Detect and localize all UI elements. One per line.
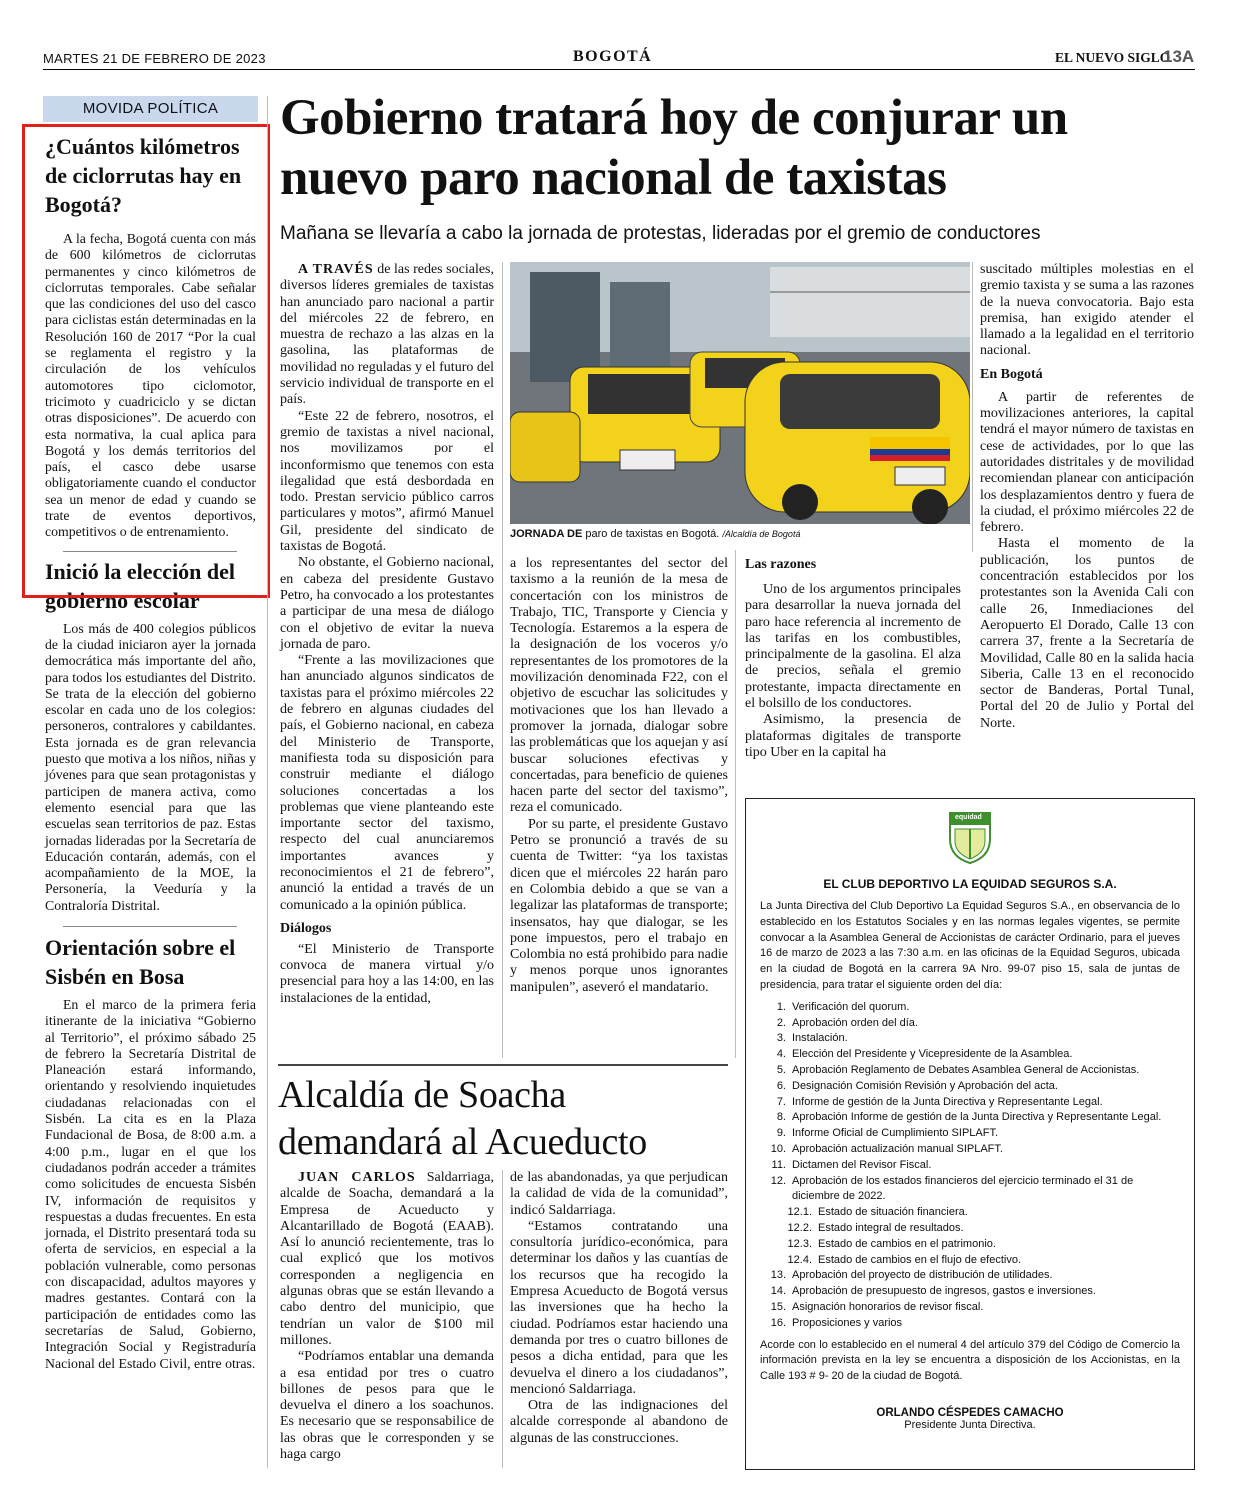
agenda-item-text: Asignación honorarios de revisor fiscal. [792,1300,984,1313]
agenda-item-text: Proposiciones y varios [792,1316,903,1329]
agenda-item-number: 5. [776,1063,786,1076]
photo-caption-bold: JORNADA DE [510,528,583,540]
agenda-item-number: 11. [771,1158,786,1171]
sidebar-item1-title: ¿Cuántos kilómetros de ciclorrutas hay en Bogotá? [45,134,242,217]
sidebar-item1-paragraph: A la fecha, Bogotá cuenta con más de 600 kilómetros de ciclorrutas permanentes y cinco kilómetros de ciclorrutas temporales. Cabe señalar que las condiciones del uso del casco para ciclistas están determinadas en la Resolución 160 de 2017 “Por la cual se reglamenta el registro y la circulación de los vehículos automotores tipo ciclomotor, tricimoto y cuadriciclo y se dictan otras disposiciones”. De acuerdo con esta normativa, la cual aplica para Bogotá y los demás territorios del país, el casco debe usarse obligatoriamente cuando el conductor sea un menor de edad y cuando se trate de eventos deportivos, competitivos o de entrenamiento. [45,231,256,540]
main-col3-p1: Uno de los argumentos principales para desarrollar la nueva jornada del paro hace referencia al incremento de las tarifas en los combustibles, principalmente de la gasolina. El alza de precios, señala el gremio protestante, impacta directamente en el bolsillo de los conductores. [745,582,961,712]
signer-role: Presidente Junta Directiva. [904,1418,1036,1431]
agenda-item-number: 7. [776,1095,786,1108]
header-date: MARTES 21 DE FEBRERO DE 2023 [43,51,266,66]
agenda-item-text: Aprobación orden del día. [792,1016,918,1029]
agenda-item [760,1316,1180,1332]
agenda-item [760,1031,1180,1047]
second-col2-p3: Otra de las indignaciones del alcalde corresponde al abandono de algunas de las construcciones. [510,1398,728,1446]
agenda-item [760,1158,1180,1174]
legal-notice [745,798,1195,1470]
logo-text: equidad [955,814,982,821]
agenda-item [760,1016,1180,1032]
agenda-item-number: 12.1. [787,1206,812,1219]
agenda-item [760,1237,1180,1253]
agenda-item-text: Aprobación Informe de gestión de la Junta Directiva y Representante Legal. [792,1111,1162,1124]
agenda-item-number: 16. [770,1316,786,1329]
notice-closing: Acorde con lo establecido en el numeral 4 del artículo 379 del Código de Comercio la información prevista en la ley se encuentra a disposición de los Accionistas, en la Calle 193 # 9- 20 de la ciudad de Bogotá. [760,1338,1180,1383]
agenda-item-number: 2. [776,1016,786,1029]
agenda-item [760,1142,1180,1158]
column-rule [267,96,268,1468]
agenda-item-number: 1. [776,1000,786,1013]
agenda-item [760,1300,1180,1316]
main-col4-p3: Hasta el momento de la publicación, los puntos de concentración establecidos por los protestantes son la Avenida Cali con calle 26, Inmediaciones del Aeropuerto El Dorado, Calle 13 con carrera 37, frente a la Secretaría de Movilidad, Calle 80 en la salida hacia Siberia, Calle 13 en el reconocido sector de Banderas, Portal Tunal, Portal del 20 de Julio y Portal del Norte. [980,536,1194,731]
agenda-item [760,1221,1180,1237]
agenda-item-text: Aprobación actualización manual SIPLAFT. [792,1142,1003,1155]
second-headline: Alcaldía de Soacha demandará al Acueducto [278,1074,648,1163]
sidebar-kicker: MOVIDA POLÍTICA [43,96,258,122]
subhead-en-bogota: En Bogotá [980,366,1043,382]
main-headline: Gobierno tratará hoy de conjurar un nuevo paro nacional de taxistas [280,90,1068,206]
agenda-item-text: Aprobación Reglamento de Debates Asamblea General de Accionistas. [792,1063,1140,1076]
main-col1-p3: No obstante, el Gobierno nacional, en cabeza del presidente Gustavo Petro, ha convocado a los protestantes a participar de una mesa de diálogo con el objetivo de evitar la nueva jornada de paro. [280,555,494,652]
sidebar-item3-body [43,997,258,1372]
main-col1-p1: de las redes sociales, diversos líderes gremiales de taxistas han anunciado paro nacional a partir del miércoles 22 de febrero, en muestra de rechazo a las alzas en la gasolina, las plataformas de movilidad no reguladas y el futuro del servicio individual de transporte en el país. [280,262,495,408]
agenda-item-text: Informe de gestión de la Junta Directiva y Representante Legal. [792,1095,1103,1108]
agenda-item-text: Instalación. [792,1032,848,1045]
sidebar-item2-paragraph: Los más de 400 colegios públicos de la ciudad iniciaron ayer la jornada democrática más importante del año, para todos los estudiantes del Distrito. Se trata de la elección del gobierno escolar en cada uno de los colegios: personeros, contralores y cabildantes. Esta jornada es de gran relevancia puesto que motiva a los niños, niñas y jóvenes para que sean protagonistas y participen de manera activa, como elemento esencial para que las escuelas sean territorios de paz. Estas jornadas lideradas por la Secretaría de Educación contarán, además, con el acompañamiento de la MOE, la Personería, la Veeduría y la Contraloría Distrital. [45,620,256,913]
subhead-las-razones: Las razones [745,557,817,572]
agenda-item-text: Estado de situación financiera. [818,1206,968,1219]
subhead-dialogos: Diálogos [280,920,332,936]
sidebar-item3-paragraph: En el marco de la primera feria itinerante de la iniciativa “Gobierno al Territorio”, el próximo sábado 25 de febrero la Secretaría Distrital de Planeación estará informando, orientando y resolviendo inquietudes ciudadanas relacionadas con el Sisbén. La cita es en la Plaza Fundacional de Bosa, de 8:00 a.m. a 4:00 p.m., lugar en el que los ciudadanos podrán acceder a trámites como solicitudes de encuesta Sisbén IV, información de requisitos y respuestas a dudas frecuentes. En esta jornada, el Distrito presentará toda su oferta de servicios, en especial a la población vulnerable, como personas con discapacidad, adultos mayores y madres gestantes. Contará con la participación de entidades como las secretarías de Salud, Gobierno, Integración Social y Registraduría Nacional del Estado Civil, entre otras. [45,996,256,1371]
main-col2-p1: a los representantes del sector del taxismo a la reunión de la mesa de concertación con los ministros de Trabajo, TIC, Transporte y Ciencia y Tecnología. Estaremos a la espera de la designación de los voceros y/o representantes de los promotores de la movilización denominada F22, con el objetivo de escuchar las solicitudes y motivaciones que los han llevado a promover la jornada, dialogar sobre las problemáticas que los aquejan y así buscar soluciones efectivas y concertadas, para beneficio de quienes hacen parte del sector del taxismo”, reza el comunicado. [510,556,728,816]
agenda-item [760,1253,1180,1269]
photo-caption-text: paro de taxistas en Bogotá. [585,528,720,540]
agenda-item-number: 8. [776,1111,786,1124]
agenda-item-number: 9. [776,1127,786,1140]
photo-caption [510,528,970,540]
agenda-item [760,1268,1180,1284]
lead-word: A TRAVÉS [298,262,374,277]
agenda-item-number: 6. [776,1079,786,1092]
second-lead-word: JUAN CARLOS [298,1170,416,1185]
photo-credit: /Alcaldía de Bogotá [722,529,801,539]
equidad-logo [947,809,993,865]
agenda-item-text: Estado integral de resultados. [818,1221,964,1234]
header-section: BOGOTÁ [573,48,653,65]
agenda-item-text: Verificación del quorum. [792,1000,910,1013]
agenda-item [760,1174,1180,1206]
agenda-item-text: Estado de cambios en el flujo de efectivo. [818,1253,1022,1266]
main-col1-p4: “Frente a las movilizaciones que han anunciado algunos sindicatos de taxistas para el próximo miércoles 22 de febrero en algunas ciudades del país, el Gobierno nacional, en cabeza del Ministerio de Transporte, manifiesta toda su disposición para construir mediante el diálogo soluciones concertadas a los problemas que viene planteando este importante sector del taxismo, respecto del cual anunciaremos importantes avances y reconocimientos el 21 de febrero”, anunció la entidad a través de un comunicado a la opinión pública. [280,653,494,913]
agenda-item-number: 12.4. [787,1253,812,1266]
main-col2-p2: Por su parte, el presidente Gustavo Petro se pronunció a través de su cuenta de Twitter: “ya los taxistas dicen que el miércoles 22 harán paro en Colombia debido a que se van a legalizar las plataformas de transporte; insensatos, hay que dialogar, se les pone impuestos, pero el trabajo en Colombia no está prohibido para nadie y menos porque unos ignorantes manipulen”, aseveró el mandatario. [510,816,728,995]
agenda-item-number: 13. [770,1269,786,1282]
agenda-item-text: Aprobación de presupuesto de ingresos, gastos e inversiones. [792,1285,1096,1298]
agenda-item-number: 12. [770,1174,786,1187]
sidebar-item2-title: Inició la elección del gobierno escolar [45,558,236,613]
second-column-1 [280,1170,494,1463]
agenda-item-text: Aprobación de los estados financieros del ejercicio terminado el 31 de diciembre de 2022. [792,1174,1134,1203]
main-column-2 [510,556,728,996]
agenda-item-text: Aprobación del proyecto de distribución de utilidades. [792,1269,1053,1282]
agenda-item [760,1205,1180,1221]
agenda-item-number: 10. [770,1142,786,1155]
agenda-item-number: 15. [770,1300,786,1313]
column-rule [972,262,973,552]
main-col4-p2: A partir de referentes de movilizaciones anteriores, la capital tendrá el mayor número de taxistas en cese de actividades, por lo que las autoridades distritales y de movilidad recomiendan planear con anticipación los desplazamientos dentro y fuera de la ciudad, el próximo miércoles 22 de febrero. [980,389,1194,536]
second-column-2 [510,1170,728,1447]
agenda-item [760,1126,1180,1142]
header-paper: EL NUEVO SIGLO [1055,50,1171,65]
agenda-item-text: Elección del Presidente y Vicepresidente de la Asamblea. [792,1048,1073,1061]
main-subheadline: Mañana se llevaría a cabo la jornada de protestas, lideradas por el gremio de conductores [280,223,1041,244]
taxi-photo-illustration [510,262,970,524]
agenda-item-number: 14. [770,1285,786,1298]
agenda-item-text: Dictamen del Revisor Fiscal. [792,1158,932,1171]
main-col4-p1: suscitado múltiples molestias en el gremio taxista y se suma a las razones de la nueva convocatoria. Bajo esta premisa, han exigido atender el llamado a la legalidad en el territorio nacional. [980,262,1194,359]
notice-title: EL CLUB DEPORTIVO LA EQUIDAD SEGUROS S.A. [823,877,1117,891]
column-rule [502,1170,503,1468]
highlight-box [22,124,270,598]
agenda-item [760,1000,1180,1016]
main-col1-p2: “Este 22 de febrero, nosotros, el gremio de taxistas a nivel nacional, nos movilizamos por el inconformismo que tenemos con esta ilegalidad que está desbordada en todo. Prestan servicio público carros particulares y motos”, afirmó Manuel Gil, presidente del sindicato de taxistas de Bogotá. [280,408,494,555]
agenda-item-number: 4. [776,1048,786,1061]
agenda-item-text: Informe Oficial de Cumplimiento SIPLAFT. [792,1127,999,1140]
sidebar-divider [63,926,237,927]
agenda-item-number: 12.2. [787,1221,812,1234]
main-col3-p2: Asimismo, la presencia de plataformas digitales de transporte tipo Uber en la capital ha [745,712,961,760]
main-column-4 [980,262,1194,732]
second-col1-p2: “Podríamos entablar una demanda a esa entidad por tres o cuatro billones de pesos para que le devuelva el dinero a los soachunos. Es necesario que se responsabilice de las obras que le corresponden y se haga cargo [280,1349,494,1463]
sidebar-item2-body [43,621,258,914]
main-column-3 [745,556,961,761]
agenda-item [760,1284,1180,1300]
page-header [43,48,1195,70]
agenda-item [760,1047,1180,1063]
main-column-1 [280,262,494,1007]
notice-intro: La Junta Directiva del Club Deportivo La Equidad Seguros S.A., en observancia de lo establecido en los Estatutos Sociales y en las normas legales vigentes, se permite convocar a la Asamblea General de Accionistas de carácter Ordinario, para el jueves 16 de marzo de 2023 a las 7:30 a.m. en las oficinas de la Equidad Seguros, ubicada en la ciudad de Bogotá en la carrera 9A Nro. 99-07 piso 15, sala de juntas de presidencia, para tratar el siguiente orden del día: [760,900,1180,991]
column-rule [502,262,503,1058]
agenda-item [760,1095,1180,1111]
second-col2-p1: de las abandonadas, ya que perjudican la calidad de vida de la comunidad”, indicó Saldarriaga. [510,1170,728,1218]
taxi-photo [510,262,970,524]
agenda-item-text: Designación Comisión Revisión y Aprobación del acta. [792,1079,1058,1092]
main-col1-p5: “El Ministerio de Transporte convoca de manera virtual y/o presencial para hoy a las 14:00, en las instalaciones de la entidad, [280,941,494,1006]
agenda-item [760,1079,1180,1095]
signer-name: ORLANDO CÉSPEDES CAMACHO [876,1406,1064,1419]
second-col1-p1: Saldarriaga, alcalde de Soacha, demandará a la Empresa de Acueducto y Alcantarillado de Bogotá (EAAB). Así lo anunció recientemente, tras lo cual explicó que los motivos corresponden a negligencia en algunas obras que se están llevando a cabo dentro del municipio, que tendrían un valor de $100 mil millones. [280,1170,494,1348]
agenda-item-number: 3. [776,1032,786,1045]
agenda-item [760,1063,1180,1079]
agenda-item [760,1110,1180,1126]
sidebar-item3-title: Orientación sobre el Sisbén en Bosa [45,934,236,989]
header-page-number: 13A [1163,47,1195,66]
agenda-list [760,1000,1180,1332]
column-rule [735,550,736,1058]
agenda-item-text: Estado de cambios en el patrimonio. [818,1237,996,1250]
agenda-item-number: 12.3. [787,1237,812,1250]
section-divider [278,1064,728,1066]
second-col2-p2: “Estamos contratando una consultoría jurídico-económica, para determinar los daños y las cuantías de los recursos que ha recogido la Empresa Acueducto de Bogotá versus las inversiones que ha hecho la ciudad. Podríamos estar haciendo una demanda por tres o cuatro billones de pesos a dicha entidad, para que les devuelva el dinero a los ciudadanos”, mencionó Saldarriaga. [510,1218,728,1397]
